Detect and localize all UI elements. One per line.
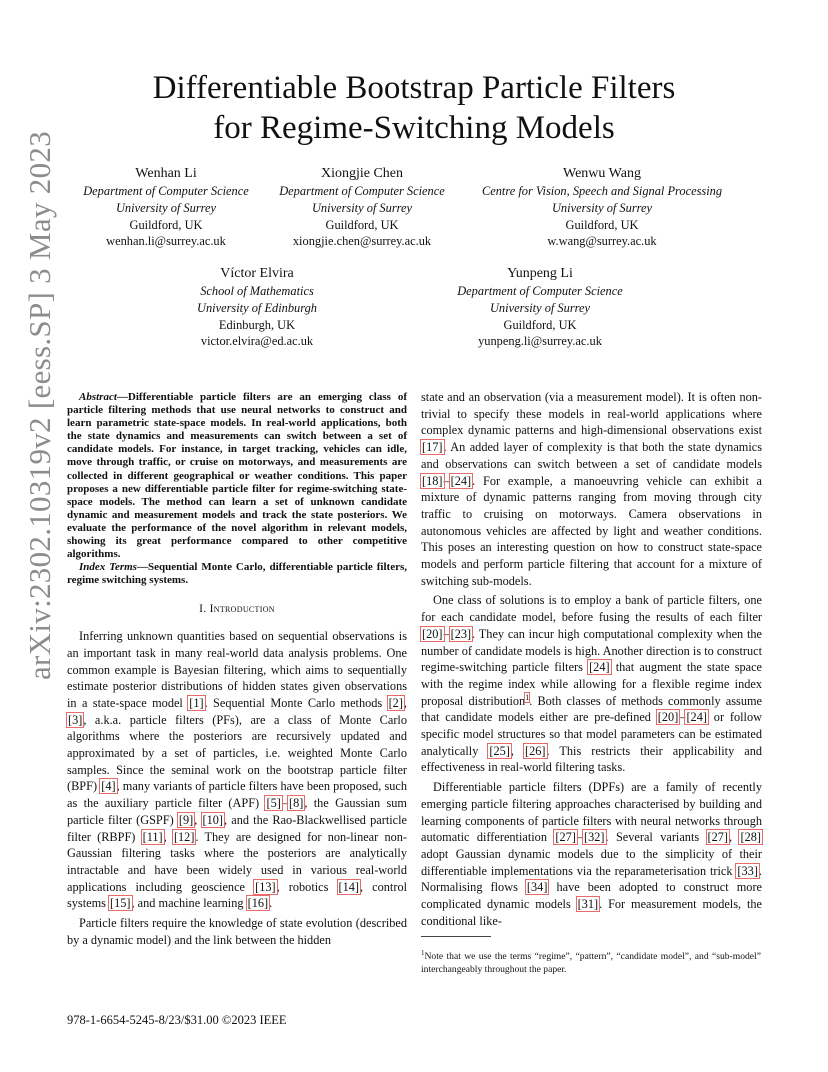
citation-link[interactable]: [32] [584, 830, 605, 845]
author-name: Yunpeng Li [507, 266, 573, 281]
citation-link[interactable]: [18] [422, 473, 443, 488]
author-city: Guildford, UK [503, 317, 577, 332]
author-city: Guildford, UK [325, 217, 399, 232]
text-run: , [163, 829, 173, 844]
author-block-4 [172, 265, 342, 350]
citation-link[interactable]: [17] [422, 440, 443, 455]
text-run: . Sequential Monte Carlo methods [204, 695, 388, 710]
citation-link[interactable]: [25] [489, 743, 510, 758]
title-line-2: for Regime-Switching Models [213, 110, 615, 146]
text-run: , a.k.a. particle filters (PFs), are a class of Monte Carlo algorithms where the posteriors are recursively updated and approximated by a set of particles, i.e. weighted Monte Carlo samples. Since the seminal work on the bootstrap particle filter (BPF) [67, 712, 407, 794]
text-run: , control systems [67, 879, 408, 911]
text-run: , [510, 743, 524, 758]
paragraph [421, 389, 762, 589]
footnote-text: Note that we use the terms “regime”, “pattern”, “candidate model”, and “sub-model” interchangeably throughout the paper. [421, 951, 761, 975]
author-department: Centre for Vision, Speech and Signal Processing [481, 184, 723, 198]
citation-link[interactable]: [24] [450, 473, 472, 488]
paragraph [421, 592, 762, 776]
footnote-marker[interactable]: 1 [525, 692, 530, 702]
text-run: , [729, 830, 740, 845]
text-run: . They can incur high computational complexity when the number of candidate models is high. Another direction is to construct regime-switching particle filters [421, 626, 762, 675]
citation-link[interactable]: [33] [737, 863, 758, 878]
text-run: , [403, 695, 407, 710]
copyright-footer: 978-1-6654-5245-8/23/$31.00 ©2023 IEEE [67, 1013, 287, 1027]
author-block-2 [267, 165, 457, 250]
citation-link[interactable]: [5] [266, 796, 281, 811]
text-run: state and an observation (via a measurement model). It is often non-trivial to specify these models in real-world applications where complex dynamic patterns and high-dimensional observations exist [421, 390, 762, 438]
abstract-text: —Differentiable particle filters are an emerging class of particle filtering methods that use neural networks to construct and learn parametric state-space models. In real-world applications, both the state dynamics and measurements can switch between a set of candidate models. For instance, in target tracking, vehicles can idle, move through traffic, or cruise on motorways, and measurements are collected in different geographical or weather conditions. This paper proposes a new differentiable particle filter for regime-switching state-space models. The method can learn a set of unknown candidate dynamic and measurement models and track the state posteriors. We evaluate the performance of the novel algorithm in relevant models, showing its great performance compared to other competitive algorithms. [67, 391, 407, 561]
text-run: . An added layer of complexity is that both the state dynamics and observations can switch between a set of candidate models [421, 440, 762, 471]
citation-link[interactable]: [20] [422, 626, 443, 641]
section-title: Introduction [209, 603, 275, 616]
citation-link[interactable]: [20] [657, 710, 679, 725]
text-run: . Normalising flows [421, 863, 762, 895]
author-email: yunpeng.li@surrey.ac.uk [478, 334, 602, 349]
text-run: , and machine learning [131, 896, 247, 911]
author-name: Xiongjie Chen [320, 166, 404, 181]
footnote-number: 1 [421, 949, 425, 957]
author-block-3 [466, 165, 738, 250]
text-run: . This restricts their applicability and effectiveness in real-world filtering tasks. [421, 743, 762, 775]
text-run: . They are designed for non-linear non-Gaussian filtering tasks where the posteriors are analytically intractable and have been widely used in various real-world applications including geoscience [67, 829, 407, 894]
author-university: University of Surrey [551, 200, 653, 215]
text-run: – [443, 473, 450, 488]
text-run: – [679, 710, 686, 725]
text-run: , and the Rao-Blackwellised particle filter (RBPF) [67, 812, 407, 844]
citation-link[interactable]: [12] [173, 829, 195, 844]
author-city: Guildford, UK [129, 217, 203, 232]
citation-link[interactable]: [11] [142, 829, 163, 844]
text-run: adopt Gaussian dynamic models due to the simplicity of their differentiable implementations via the reparameterisation trick [421, 846, 762, 878]
abstract [67, 391, 407, 561]
footnote [421, 947, 761, 976]
section-number: I. [199, 603, 207, 616]
citation-link[interactable]: [27] [555, 830, 576, 845]
paragraph [67, 628, 407, 912]
author-department: Department of Computer Science [279, 184, 445, 198]
citation-link[interactable]: [27] [707, 830, 729, 845]
author-name: Wenhan Li [135, 166, 197, 181]
text-run: that augment the state space with the regime index while allowing for a flexible regime index proposal distribution [421, 660, 762, 708]
text-run: – [576, 830, 584, 845]
author-block-5 [440, 265, 640, 350]
citation-link[interactable]: [24] [589, 660, 610, 675]
text-run: or follow specific model structures so that model parameters can be estimated analytically [421, 710, 762, 758]
citation-link[interactable]: [1] [189, 695, 204, 710]
citation-link[interactable]: [10] [202, 812, 223, 827]
paragraph [421, 779, 762, 929]
section-heading [67, 601, 407, 618]
author-email: wenhan.li@surrey.ac.uk [106, 234, 226, 249]
author-department: School of Mathematics [200, 284, 314, 298]
author-city: Guildford, UK [565, 217, 639, 232]
text-run: Inferring unknown quantities based on sequential observations is an important task in many real-world data analysis problems. One common example is Bayesian filtering, which aims to sequentially estimate posterior distributions of hidden states given observations in a state-space model [67, 629, 407, 710]
text-run: One class of solutions is to employ a bank of particle filters, one for each candidate model, before fusing the results of each filter [421, 593, 762, 625]
index-terms-text: —Sequential Monte Carlo, differentiable particle filters, regime switching systems. [67, 561, 407, 587]
author-university: University of Surrey [489, 300, 591, 315]
author-university: University of Edinburgh [197, 300, 317, 315]
text-run: have been adopted to construct more complicated dynamic models [421, 880, 763, 912]
text-run: . Both classes of methods commonly assume that candidate models either are pre-defined [421, 693, 762, 725]
text-run: – [443, 626, 450, 641]
citation-link[interactable]: [8] [288, 796, 304, 811]
text-run: , many variants of particle filters have been proposed, such as the auxiliary particle filter (APF) [67, 779, 407, 811]
right-column [421, 389, 762, 930]
text-run: – [281, 796, 288, 811]
citation-link[interactable]: [13] [255, 879, 276, 894]
left-column [67, 391, 407, 948]
citation-link[interactable]: [2] [388, 695, 403, 710]
text-run: Differentiable particle filters (DPFs) are a family of recently emerging particle filtering approaches characterised by building and learning components of particle filters with neural networks through automatic differentiation [421, 780, 762, 845]
author-name: Víctor Elvira [220, 266, 294, 281]
author-department: Department of Computer Science [457, 284, 623, 298]
citation-link[interactable]: [9] [178, 812, 194, 827]
footnote-divider [421, 936, 491, 937]
citation-link[interactable]: [34] [526, 880, 548, 895]
text-run: , robotics [276, 879, 338, 894]
paper-title [110, 68, 718, 148]
author-university: University of Surrey [311, 200, 413, 215]
text-run: . [269, 896, 273, 911]
text-run: . Several variants [605, 830, 707, 845]
citation-link[interactable]: [14] [338, 879, 359, 894]
citation-link[interactable]: [31] [577, 897, 599, 912]
citation-link[interactable]: [16] [247, 896, 269, 911]
index-terms-label: Index Terms [79, 561, 137, 574]
text-run: , the Gaussian sum particle filter (GSPF) [67, 796, 407, 827]
paragraph: Particle filters require the knowledge of state evolution (described by a dynamic model) and the link between the hidden [67, 916, 407, 947]
author-city: Edinburgh, UK [218, 317, 296, 332]
abstract-label: Abstract [79, 391, 117, 403]
citation-link[interactable]: [15] [110, 896, 131, 911]
text-run: . For measurement models, the conditional like- [421, 897, 762, 928]
arxiv-identifier: arXiv:2302.10319v2 [eess.SP] 3 May 2023 [22, 131, 57, 680]
author-email: xiongjie.chen@surrey.ac.uk [292, 234, 432, 249]
author-name: Wenwu Wang [563, 166, 641, 181]
citation-link[interactable]: [3] [68, 712, 83, 727]
author-email: victor.elvira@ed.ac.uk [200, 334, 314, 349]
author-department: Department of Computer Science [83, 184, 249, 198]
text-run: , [194, 812, 202, 827]
index-terms [67, 561, 407, 587]
citation-link[interactable]: [23] [450, 626, 472, 641]
citation-link[interactable]: [26] [525, 743, 546, 758]
author-university: University of Surrey [115, 200, 217, 215]
author-email: w.wang@surrey.ac.uk [547, 234, 657, 249]
author-block-1 [71, 165, 261, 250]
text-run: . For example, a manoeuvring vehicle can exhibit a mixture of dynamic patterns ranging from moving through city traffic to cruising on motorways. Camera observations in autonomous vehicles are affected by light and weather conditions. This poses an interesting question on how to construct state-space models and perform particle filtering that account for a mixture of switching sub-models. [421, 473, 762, 588]
title-line-1: Differentiable Bootstrap Particle Filters [152, 70, 676, 106]
citation-link[interactable]: [24] [686, 710, 707, 725]
citation-link[interactable]: [28] [740, 830, 761, 845]
citation-link[interactable]: [4] [101, 779, 116, 794]
